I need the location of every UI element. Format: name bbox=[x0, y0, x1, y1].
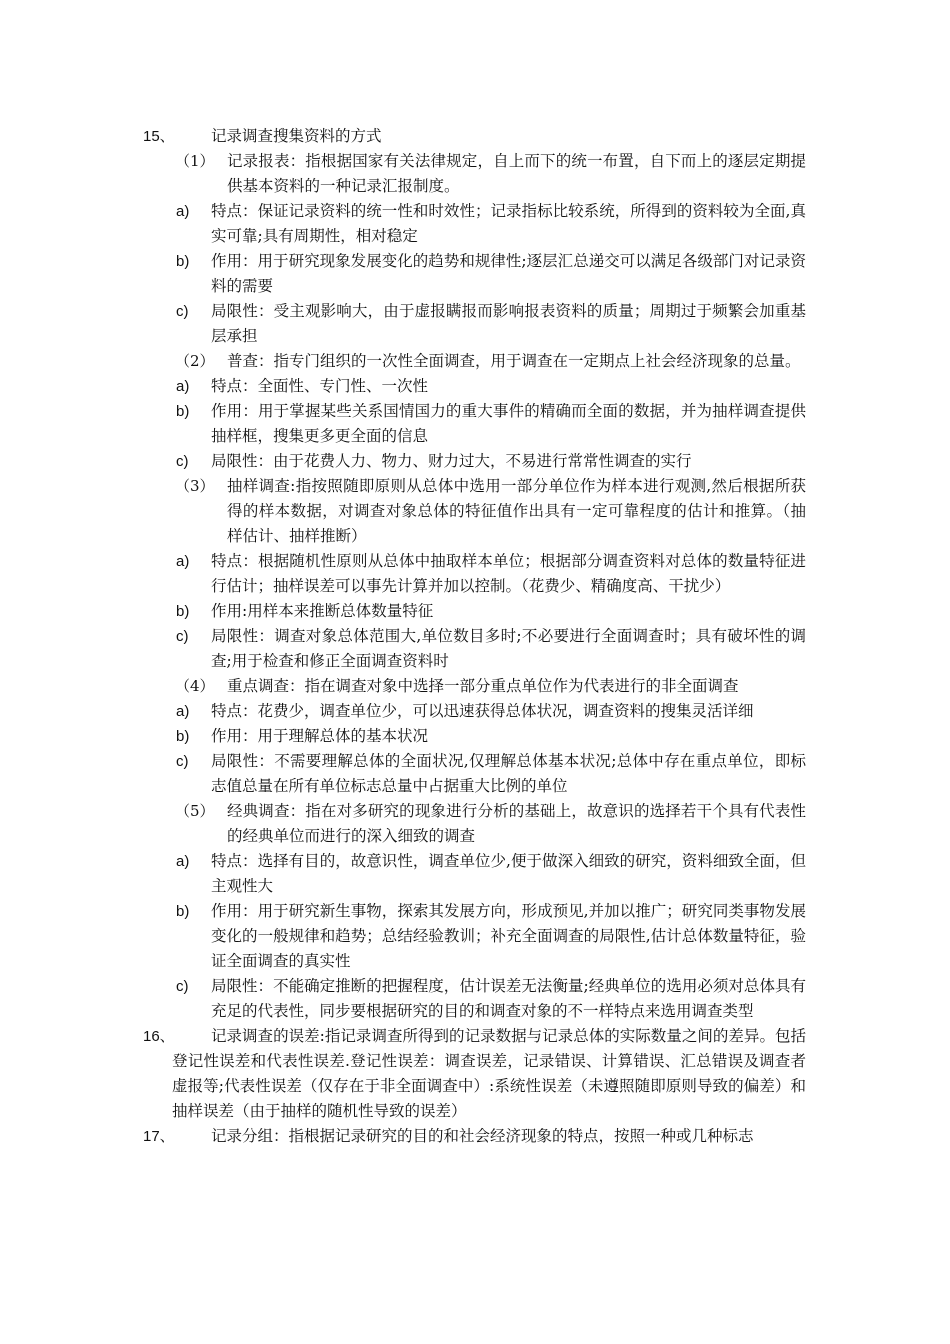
method-subitem-marker: b) bbox=[176, 728, 190, 745]
method-item-text: 普查：指专门组织的一次性全面调查，用于调查在一定期点上社会经济现象的总量。 bbox=[227, 352, 801, 370]
method-subitem-marker: c) bbox=[176, 628, 189, 645]
method-item-text: 重点调查：指在调查对象中选择一部分重点单位作为代表进行的非全面调查 bbox=[227, 677, 739, 695]
section-heading-text: 记录调查搜集资料的方式 bbox=[211, 127, 382, 145]
method-item-marker: （2） bbox=[175, 352, 215, 370]
method-item-marker: （3） bbox=[175, 477, 215, 495]
method-subitem-marker: c) bbox=[176, 978, 189, 995]
method-subitem bbox=[0, 699, 950, 724]
method-subitem-text: 局限性：由于花费人力、物力、财力过大，不易进行常常性调查的实行 bbox=[211, 452, 692, 470]
method-subitem-text: 局限性：受主观影响大，由于虚报瞒报而影响报表资料的质量；周期过于频繁会加重基层承担 bbox=[211, 302, 806, 345]
method-subitem bbox=[0, 624, 950, 674]
method-subitem bbox=[0, 449, 950, 474]
method-item-text: 记录报表：指根据国家有关法律规定，自上而下的统一布置，自下而上的逐层定期提供基本资料的一种记录汇报制度。 bbox=[227, 152, 806, 195]
method-item bbox=[0, 149, 950, 199]
method-subitem-text: 局限性：不能确定推断的把握程度，估计误差无法衡量;经典单位的选用必须对总体具有充足的代表性，同步要根据研究的目的和调查对象的不一样特点来选用调查类型 bbox=[211, 977, 806, 1020]
section-heading bbox=[0, 1024, 950, 1124]
method-item-marker: （5） bbox=[175, 802, 215, 820]
method-subitem-text: 特点：保证记录资料的统一性和时效性；记录指标比较系统，所得到的资料较为全面,真实可靠;具有周期性，相对稳定 bbox=[211, 202, 806, 245]
section-heading bbox=[0, 124, 950, 149]
method-subitem bbox=[0, 974, 950, 1024]
method-subitem-marker: b) bbox=[176, 253, 190, 270]
method-subitem-marker: a) bbox=[176, 703, 190, 720]
method-subitem bbox=[0, 374, 950, 399]
method-item-text: 抽样调查:指按照随即原则从总体中选用一部分单位作为样本进行观测,然后根据所获得的样本数据，对调查对象总体的特征值作出具有一定可靠程度的估计和推算。（抽样估计、抽样推断） bbox=[227, 477, 806, 545]
method-subitem bbox=[0, 299, 950, 349]
method-item-marker: （1） bbox=[175, 152, 215, 170]
method-subitem-text: 作用：用于研究新生事物，探索其发展方向，形成预见,并加以推广；研究同类事物发展变化的一般规律和趋势；总结经验教训；补充全面调查的局限性,估计总体数量特征，验证全面调查的真实性 bbox=[211, 902, 806, 970]
section-heading-marker: 16、 bbox=[143, 1028, 175, 1045]
method-subitem bbox=[0, 899, 950, 974]
section-heading-marker: 15、 bbox=[143, 128, 175, 145]
method-subitem-text: 特点：选择有目的，故意识性，调查单位少,便于做深入细致的研究，资料细致全面，但主观性大 bbox=[211, 852, 806, 895]
method-subitem bbox=[0, 724, 950, 749]
method-subitem-text: 作用：用于理解总体的基本状况 bbox=[211, 727, 429, 745]
method-item bbox=[0, 674, 950, 699]
method-item bbox=[0, 474, 950, 549]
method-subitem bbox=[0, 599, 950, 624]
document-body bbox=[0, 124, 950, 1149]
method-subitem-marker: b) bbox=[176, 903, 190, 920]
method-subitem bbox=[0, 249, 950, 299]
method-subitem bbox=[0, 749, 950, 799]
method-subitem bbox=[0, 849, 950, 899]
section-heading-text: 记录调查的误差:指记录调查所得到的记录数据与记录总体的实际数量之间的差异。包括登记性误差和代表性误差.登记性误差：调查误差，记录错误、计算错误、汇总错误及调查者虚报等;代表性误差（仅存在于非全面调查中）:系统性误差（未遵照随即原则导致的偏差）和抽样误差（由于抽样的随机性导致的误差） bbox=[172, 1027, 806, 1120]
method-subitem-text: 作用:用样本来推断总体数量特征 bbox=[211, 602, 434, 620]
method-subitem-marker: a) bbox=[176, 853, 190, 870]
method-subitem bbox=[0, 549, 950, 599]
method-item-text: 经典调查：指在对多研究的现象进行分析的基础上，故意识的选择若干个具有代表性的经典单位而进行的深入细致的调查 bbox=[227, 802, 806, 845]
section-heading-text: 记录分组：指根据记录研究的目的和社会经济现象的特点，按照一种或几种标志 bbox=[211, 1127, 754, 1145]
method-item bbox=[0, 349, 950, 374]
method-item bbox=[0, 799, 950, 849]
method-subitem-text: 作用：用于研究现象发展变化的趋势和规律性;逐层汇总递交可以满足各级部门对记录资料的需要 bbox=[211, 252, 806, 295]
method-subitem-marker: c) bbox=[176, 303, 189, 320]
method-subitem-text: 特点：全面性、专门性、一次性 bbox=[211, 377, 429, 395]
method-subitem-marker: a) bbox=[176, 203, 190, 220]
method-subitem-marker: a) bbox=[176, 378, 190, 395]
method-subitem bbox=[0, 199, 950, 249]
section-heading bbox=[0, 1124, 950, 1149]
method-subitem-text: 局限性：调查对象总体范围大,单位数目多时;不必要进行全面调查时；具有破坏性的调查;用于检查和修正全面调查资料时 bbox=[211, 627, 806, 670]
method-subitem-marker: b) bbox=[176, 403, 190, 420]
method-subitem-text: 特点：花费少，调查单位少，可以迅速获得总体状况，调查资料的搜集灵活详细 bbox=[211, 702, 754, 720]
section-heading-marker: 17、 bbox=[143, 1128, 175, 1145]
method-subitem-text: 作用：用于掌握某些关系国情国力的重大事件的精确而全面的数据，并为抽样调查提供抽样框，搜集更多更全面的信息 bbox=[211, 402, 806, 445]
method-subitem-text: 特点：根据随机性原则从总体中抽取样本单位；根据部分调查资料对总体的数量特征进行估计；抽样误差可以事先计算并加以控制。（花费少、精确度高、干扰少） bbox=[211, 552, 806, 595]
method-subitem bbox=[0, 399, 950, 449]
method-subitem-marker: a) bbox=[176, 553, 190, 570]
method-subitem-text: 局限性：不需要理解总体的全面状况,仅理解总体基本状况;总体中存在重点单位，即标志值总量在所有单位标志总量中占据重大比例的单位 bbox=[211, 752, 806, 795]
method-subitem-marker: c) bbox=[176, 753, 189, 770]
method-subitem-marker: b) bbox=[176, 603, 190, 620]
method-item-marker: （4） bbox=[175, 677, 215, 695]
method-subitem-marker: c) bbox=[176, 453, 189, 470]
